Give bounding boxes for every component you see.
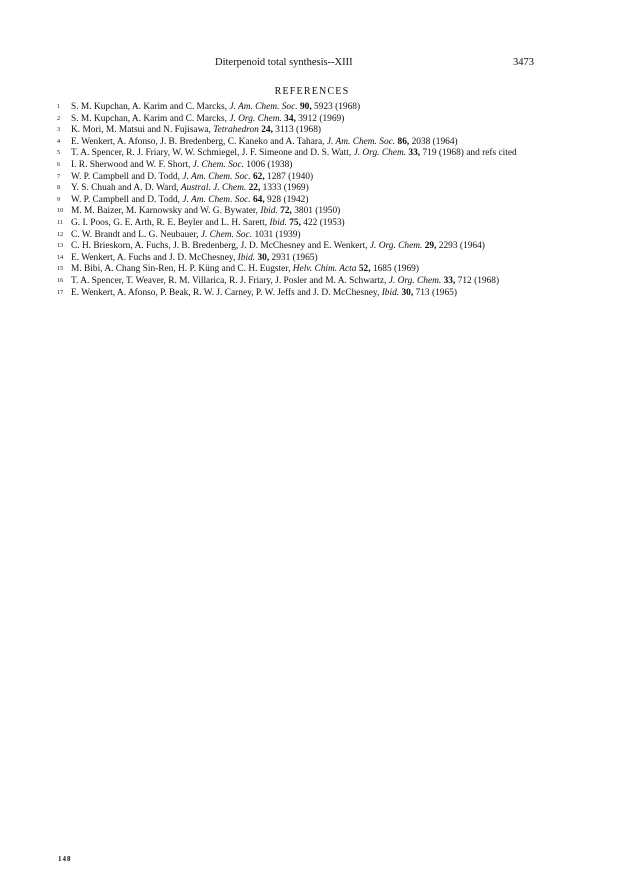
volume-number: 34, [284,113,296,124]
reference-text [71,264,555,276]
journal-name: J. Chem. Soc. [200,229,253,240]
citation-text: 3912 (1969) [295,113,345,124]
volume-number: 72, [280,206,292,217]
reference-item [55,253,555,265]
citation-text: 2038 (1964) [409,136,458,147]
citation-text: 5923 (1968) [311,102,361,112]
journal-name: Austral. J. Chem. [180,183,247,194]
citation-text: E. Wenkert, A. Afonso, P. Beak, R. W. J. Carney, P. W. Jeffs and J. D. McChesney, [71,287,382,298]
reference-number: 16 [57,276,64,284]
volume-number: 30, [401,287,414,298]
reference-item [55,183,555,195]
volume-number: 29, [424,241,437,252]
reference-number: 4 [57,137,61,145]
journal-name: J. Org. Chem. [388,275,442,286]
reference-text [71,218,555,230]
citation-text: Y. S. Chuah and A. D. Ward, [71,183,181,194]
journal-name: Ibid. [260,206,278,217]
citation-text: 928 (1942) [264,194,309,205]
volume-number: 90, [299,102,312,112]
reference-item [55,160,555,172]
reference-list [55,102,555,299]
journal-name: Helv. Chim. Acta [292,264,357,275]
reference-number: 2 [57,114,61,122]
journal-name: J. Am. Chem. Soc. [326,136,396,147]
citation-text: 1031 (1939) [252,229,301,240]
volume-number: 64, [252,194,265,205]
citation-text: W. P. Campbell and D. Todd, [71,171,183,182]
reference-item [55,114,555,126]
running-title: Diterpenoid total synthesis--XIII [215,57,353,68]
journal-name: Ibid. [269,217,287,228]
reference-text [71,288,555,300]
reference-item [55,218,555,230]
reference-item [55,288,555,300]
reference-text [71,102,555,114]
reference-text [71,148,555,160]
reference-item [55,125,555,137]
citation-text: K. Mori, M. Matsui and N. Fujisawa, [71,125,214,136]
references-heading: REFERENCES [274,86,350,97]
reference-number: 14 [57,253,64,261]
reference-item [55,276,555,288]
journal-name: J. Chem. Soc. [192,159,244,170]
reference-number: 17 [57,288,64,296]
citation-text: 712 (1968) [455,275,500,286]
reference-number: 6 [57,160,61,168]
citation-text: 1287 (1940) [264,171,314,182]
reference-number: 7 [57,172,61,180]
reference-number: 10 [57,207,64,215]
reference-text [71,114,555,126]
volume-number: 24, [261,125,273,136]
reference-text [71,230,555,242]
journal-name: Ibid. [381,287,400,298]
citation-text: 719 (1968) and refs cited [420,148,517,159]
journal-name: J. Org. Chem. [229,113,282,124]
citation-text: S. M. Kupchan, A. Karim and C. Marcks, [71,102,230,112]
reference-item [55,230,555,242]
citation-text: 422 (1953) [300,217,345,228]
citation-text: E. Wenkert, A. Afonso, J. B. Bredenberg, C. Kaneko and A. Tahara, [71,136,327,147]
citation-text: T. A. Spencer, T. Weaver, R. M. Villarica, R. J. Friary, J. Posler and M. A. Schwartz, [71,275,389,286]
reference-item [55,148,555,160]
reference-number: 3 [57,126,61,134]
journal-name: J. Org. Chem. [369,241,423,252]
citation-text: 1333 (1969) [260,183,309,194]
journal-name: J. Am. Chem. Soc. [182,171,251,182]
citation-text: S. M. Kupchan, A. Karim and C. Marcks, [71,113,230,124]
volume-number: 33, [408,148,421,159]
citation-text: 3801 (1950) [291,206,341,217]
journal-name: Ibid. [237,252,256,263]
citation-text: I. R. Sherwood and W. F. Short, [71,159,193,170]
reference-number: 8 [57,184,61,192]
reference-item [55,137,555,149]
journal-name: J. Am. Chem. Soc. [229,102,298,112]
citation-text: G. I. Poos, G. E. Arth, R. E. Beyler and L. H. Sarett, [71,217,270,228]
reference-item [55,102,555,114]
reference-text [71,253,555,265]
page-number: 3473 [513,57,534,68]
reference-text [71,276,555,288]
citation-text: C. H. Brieskorn, A. Fuchs, J. B. Bredenberg, J. D. McChesney and E. Wenkert, [71,241,370,252]
citation-text: W. P. Campbell and D. Todd, [71,194,183,205]
journal-name: J. Org. Chem. [353,148,407,159]
citation-text: C. W. Brandt and L. G. Neubauer, [71,229,201,240]
reference-text [71,137,555,149]
reference-item [55,172,555,184]
citation-text: M. M. Baizer, M. Karnowsky and W. G. Bywater, [71,206,261,217]
citation-text: T. A. Spencer, R. J. Friary, W. W. Schmiegel, J. F. Simeone and D. S. Watt, [71,148,354,159]
reference-number: 1 [57,103,61,110]
volume-number: 33, [443,275,456,286]
volume-number: 75, [289,217,301,228]
footer-code: 148 [58,855,72,863]
reference-number: 13 [57,242,64,250]
reference-text [71,172,555,184]
journal-name: Tetrahedron [213,125,259,136]
reference-text [71,183,555,195]
reference-number: 12 [57,230,64,238]
reference-item [55,195,555,207]
reference-number: 15 [57,265,64,273]
citation-text: 2931 (1965) [269,252,318,263]
reference-text [71,206,555,218]
citation-text: 713 (1965) [413,287,457,298]
reference-number: 11 [57,218,63,226]
volume-number: 22, [248,183,261,194]
citation-text: 1685 (1969) [370,264,419,275]
citation-text: M. Bibi, A. Chang Sin-Ren, H. P. Küng and C. H. Eugster, [71,264,293,275]
citation-text: 1006 (1938) [243,159,293,170]
reference-text [71,241,555,253]
reference-text [71,160,555,172]
citation-text: E. Wenkert, A. Fuchs and J. D. McChesney, [71,252,238,263]
page-header [0,57,624,71]
journal-name: J. Am. Chem. Soc. [182,194,251,205]
reference-number: 9 [57,195,61,203]
reference-number: 5 [57,149,61,157]
citation-text: 3113 (1968) [272,125,322,136]
reference-item [55,264,555,276]
citation-text: 2293 (1964) [436,241,485,252]
reference-text [71,125,555,137]
volume-number: 86, [397,136,410,147]
reference-item [55,206,555,218]
reference-text [71,195,555,207]
volume-number: 52, [358,264,371,275]
volume-number: 62, [252,171,265,182]
reference-item [55,241,555,253]
volume-number: 30, [257,252,270,263]
